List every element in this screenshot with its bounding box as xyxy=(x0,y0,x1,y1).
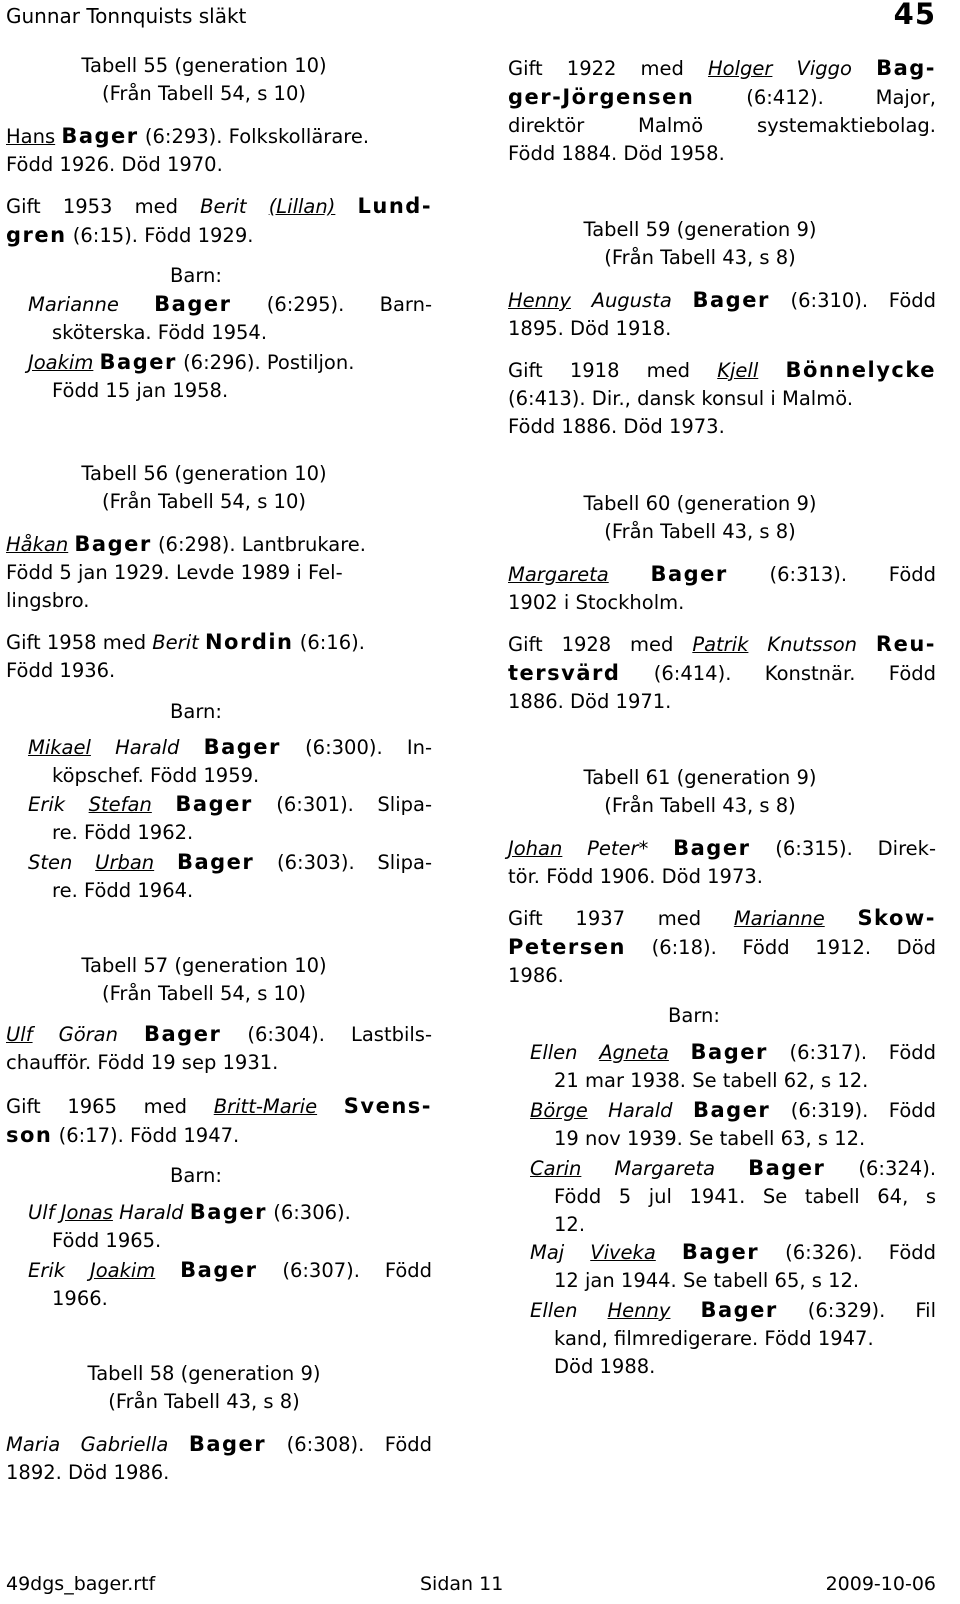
footer-filename: 49dgs_bager.rtf xyxy=(6,1573,156,1595)
marriage-entry: Gift 1922 med Holger Viggo Bag- ger-Jörgensen (6:412). Major, direktör Malmö systemaktiebolag. Född 1884. Död 1958. xyxy=(508,56,937,165)
page-header-title: Gunnar Tonnquists släkt xyxy=(6,4,247,28)
marriage-entry: Gift 1928 med Patrik Knutsson Reu- tersvärd (6:414). Konstnär. Född 1886. Död 1971. xyxy=(508,632,937,713)
child-entry: Erik Joakim Bager (6:307). Född 1966. xyxy=(28,1258,433,1310)
marriage-entry: Gift 1965 med Britt-Marie Svens- son (6:17). Född 1947. xyxy=(6,1094,433,1147)
child-entry: Sten Urban Bager (6:303). Slipa- re. Född 1964. xyxy=(28,850,432,902)
person-entry: Margareta Bager (6:313). Född 1902 i Stockholm. xyxy=(508,562,937,614)
children-label: Barn: xyxy=(668,1004,720,1027)
children-label: Barn: xyxy=(170,264,222,287)
table-heading: Tabell 60 (generation 9) (Från Tabell 43, s 8) xyxy=(583,492,817,543)
child-entry: Joakim Bager (6:296). Postiljon. Född 15 jan 1958. xyxy=(28,350,355,402)
child-entry: Maj Viveka Bager (6:326). Född 12 jan 1944. Se tabell 65, s 12. xyxy=(530,1240,936,1292)
child-entry: Erik Stefan Bager (6:301). Slipa- re. Född 1962. xyxy=(28,792,433,844)
person-entry: Hans Bager (6:293). Folkskollärare. Född 1926. Död 1970. xyxy=(6,124,370,176)
marriage-entry: Gift 1958 med Berit Nordin (6:16). Född 1936. xyxy=(6,630,365,682)
person-entry: Henny Augusta Bager (6:310). Född 1895. Död 1918. xyxy=(508,288,936,340)
table-heading: Tabell 57 (generation 10) (Från Tabell 54, s 10) xyxy=(81,954,327,1005)
child-entry: Ellen Henny Bager (6:329). Fil kand, filmredigerare. Född 1947. Död 1988. xyxy=(530,1298,936,1378)
table-heading: Tabell 56 (generation 10) (Från Tabell 54, s 10) xyxy=(81,462,327,513)
child-entry: Marianne Bager (6:295). Barn- sköterska. Född 1954. xyxy=(28,292,432,344)
child-entry: Ellen Agneta Bager (6:317). Född 21 mar 1938. Se tabell 62, s 12. xyxy=(530,1040,936,1092)
child-entry: Carin Margareta Bager (6:324). Född 5 jul 1941. Se tabell 64, s 12. xyxy=(530,1156,937,1236)
footer-page: Sidan 11 xyxy=(420,1573,504,1595)
table-heading: Tabell 59 (generation 9) (Från Tabell 43, s 8) xyxy=(583,218,817,269)
marriage-entry: Gift 1918 med Kjell Bönnelycke (6:413). Dir., dansk konsul i Malmö. Född 1886. Död 1973. xyxy=(508,358,936,438)
page-number: 45 xyxy=(893,0,936,31)
table-heading: Tabell 61 (generation 9) (Från Tabell 43, s 8) xyxy=(583,766,817,817)
table-heading: Tabell 58 (generation 9) (Från Tabell 43, s 8) xyxy=(87,1362,321,1413)
person-entry: Maria Gabriella Bager (6:308). Född 1892. Död 1986. xyxy=(6,1432,432,1484)
table-heading: Tabell 55 (generation 10) (Från Tabell 54, s 10) xyxy=(81,54,327,105)
person-entry: Ulf Göran Bager (6:304). Lastbils- chaufför. Född 19 sep 1931. xyxy=(6,1022,433,1074)
child-entry: Mikael Harald Bager (6:300). In- köpschef. Född 1959. xyxy=(28,735,432,787)
children-label: Barn: xyxy=(170,700,222,723)
child-entry: Ulf Jonas Harald Bager (6:306). Född 1965. xyxy=(28,1200,351,1252)
children-label: Barn: xyxy=(170,1164,222,1187)
footer-date: 2009-10-06 xyxy=(825,1573,936,1595)
marriage-entry: Gift 1937 med Marianne Skow- Petersen (6:18). Född 1912. Död 1986. xyxy=(508,906,937,987)
person-entry: Johan Peter* Bager (6:315). Direk- tör. Född 1906. Död 1973. xyxy=(508,836,936,888)
person-entry: Håkan Bager (6:298). Lantbrukare. Född 5 jan 1929. Levde 1989 i Fel- lingsbro. xyxy=(6,532,367,612)
child-entry: Börge Harald Bager (6:319). Född 19 nov 1939. Se tabell 63, s 12. xyxy=(530,1098,937,1150)
marriage-entry: Gift 1953 med Berit (Lillan) Lund- gren (6:15). Född 1929. xyxy=(6,194,433,247)
